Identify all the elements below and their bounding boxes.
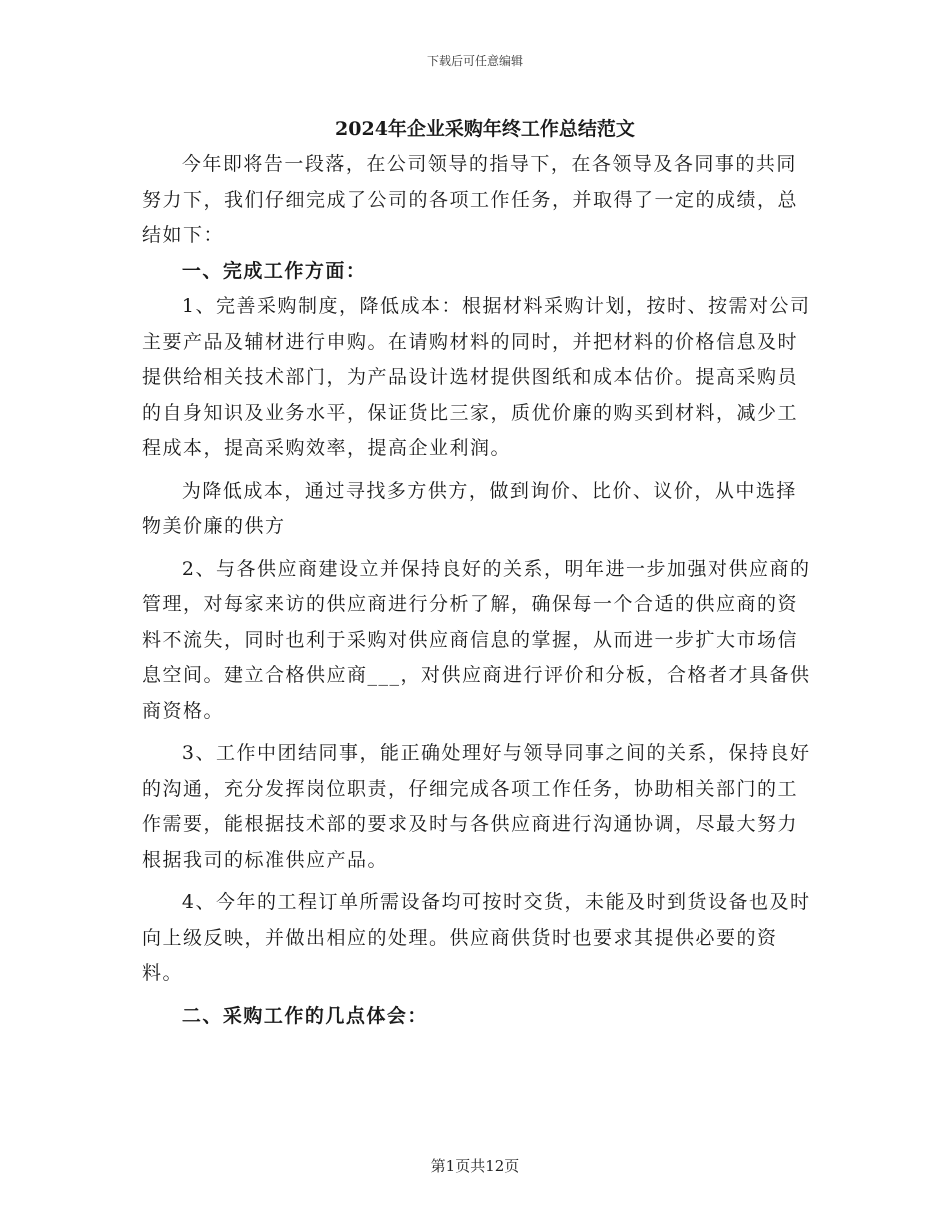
- paragraph-cost-reduction: 为降低成本，通过寻找多方供方，做到询价、比价、议价，从中选择物美价廉的供方: [142, 479, 797, 537]
- document-title: 2024年企业采购年终工作总结范文: [335, 118, 635, 140]
- page-header-note: 下载后可任意编辑: [426, 54, 523, 68]
- document-body: [142, 147, 814, 1034]
- section-heading-work-completed: 一、完成工作方面：: [181, 259, 367, 282]
- section-heading-experience: 二、采购工作的几点体会：: [181, 1004, 428, 1027]
- paragraph-intro: 今年即将告一段落，在公司领导的指导下，在各领导及各同事的共同努力下，我们仔细完成了公司的各项工作任务，并取得了一定的成绩，总结如下：: [142, 153, 799, 246]
- page-number-footer: 第1页共12页: [430, 1157, 520, 1175]
- paragraph-item-1: 1、完善采购制度，降低成本：根据材料采购计划，按时、按需对公司主要产品及辅材进行申购。在请购材料的同时，并把材料的价格信息及时提供给相关技术部门，为产品设计选材提供图纸和成本估价。提高采购员的自身知识及业务水平，保证货比三家，质优价廉的购买到材料，减少工程成本，提高采购效率，提高企业利润。: [142, 295, 811, 459]
- paragraph-item-4: 4、今年的工程订单所需设备均可按时交货，未能及时到货设备也及时向上级反映，并做出相应的处理。供应商供货时也要求其提供必要的资料。: [142, 891, 811, 984]
- paragraph-item-2: 2、与各供应商建设立并保持良好的关系，明年进一步加强对供应商的管理，对每家来访的供应商进行分析了解，确保每一个合适的供应商的资料不流失，同时也利于采购对供应商信息的掌握，从而进一步扩大市场信息空间。建立合格供应商___，对供应商进行评价和分板，合格者才具备供商资格。: [142, 557, 811, 722]
- paragraph-item-3: 3、工作中团结同事，能正确处理好与领导同事之间的关系，保持良好的沟通，充分发挥岗位职责，仔细完成各项工作任务，协助相关部门的工作需要，能根据技术部的要求及时与各供应商进行沟通协调，尽最大努力根据我司的标准供应产品。: [142, 742, 811, 871]
